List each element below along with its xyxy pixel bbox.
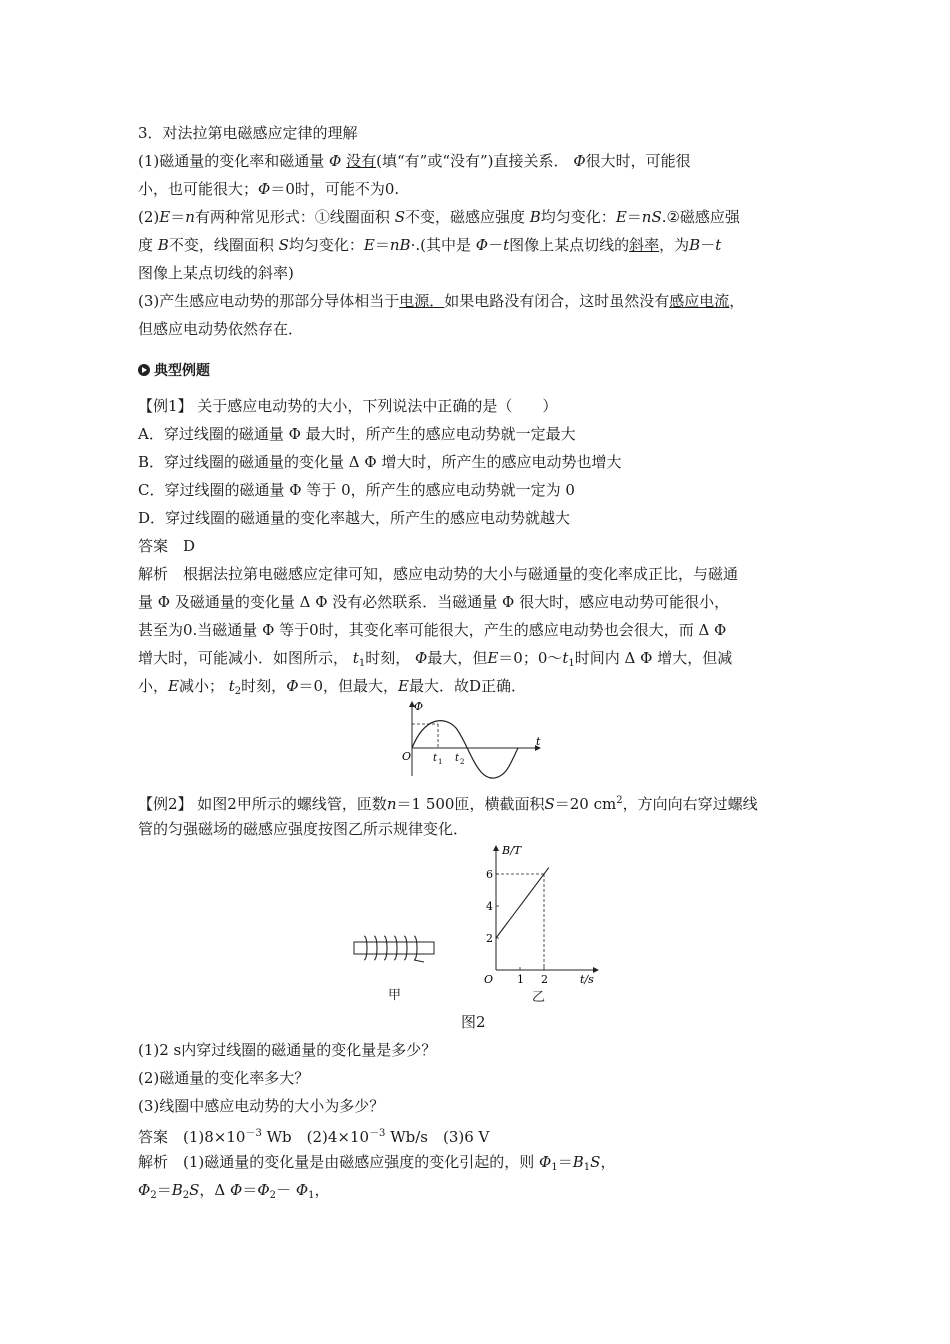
ex1-option-a: A．穿过线圈的磁通量 Φ 最大时，所产生的感应电动势就一定最大 bbox=[138, 425, 576, 443]
section-heading: 典型例题 bbox=[138, 360, 210, 380]
ex1-analysis-1: 解析 根据法拉第电磁感应定律可知，感应电动势的大小与磁通量的变化率成正比，与磁通 bbox=[138, 565, 739, 583]
b-t-line bbox=[496, 868, 549, 938]
blank-answer-1: 没有 bbox=[346, 152, 377, 170]
figure-caption: 图2 bbox=[461, 1013, 486, 1031]
t1-tick-sub: 1 bbox=[438, 758, 443, 766]
b-axis-label: B/T bbox=[502, 844, 522, 857]
ex1-option-c: C．穿过线圈的磁通量 Φ 等于 0，所产生的感应电动势就一定为 0 bbox=[138, 481, 575, 499]
t2-tick-label: t bbox=[455, 753, 460, 764]
s3-line-2: 小，也可能很大；Φ＝0时，可能不为0. bbox=[138, 180, 400, 198]
s3-line-1: (1)磁通量的变化率和磁通量 Φ 没有(填“有”或“没有”)直接关系． Φ很大时，可能很 bbox=[138, 152, 691, 170]
t-axis-label-2: t/s bbox=[580, 973, 594, 986]
ex1-stem: 【例1】 关于感应电动势的大小，下列说法中正确的是（ ） bbox=[138, 397, 558, 415]
ex1-analysis-2: 量 Φ 及磁通量的变化量 Δ Φ 没有必然联系．当磁通量 Φ 很大时，感应电动势可能很小， bbox=[138, 593, 730, 611]
flux-curve bbox=[412, 721, 518, 779]
t1-tick-label: t bbox=[433, 753, 438, 764]
ex1-option-b: B．穿过线圈的磁通量的变化量 Δ Φ 增大时，所产生的感应电动势也增大 bbox=[138, 453, 622, 471]
ex2-question-3: (3)线圈中感应电动势的大小为多少？ bbox=[138, 1097, 385, 1115]
solenoid-coil bbox=[364, 936, 417, 960]
y-tick-label: 2 bbox=[486, 932, 493, 945]
flux-time-graph bbox=[400, 698, 550, 780]
blank-answer-3: 电源． bbox=[399, 292, 445, 310]
ex2-question-1: (1)2 s内穿过线圈的磁通量的变化量是多少？ bbox=[138, 1041, 437, 1059]
figure-label-yi: 乙 bbox=[532, 990, 546, 1005]
phi-label: Φ bbox=[414, 700, 424, 713]
ex2-stem-2: 管的匀强磁场的磁感应强度按图乙所示规律变化． bbox=[138, 820, 469, 838]
ex2-solution-1: 解析 (1)磁通量的变化量是由磁感应强度的变化引起的，则 $\Phi_1=B_1S$， bbox=[138, 1153, 616, 1173]
ex1-analysis-3: 甚至为0.当磁通量 Φ 等于0时，其变化率可能很大，产生的感应电动势也会很大，而 Δ Φ bbox=[138, 621, 727, 639]
section-3-title: 3．对法拉第电磁感应定律的理解 bbox=[138, 124, 358, 142]
ex1-option-d: D．穿过线圈的磁通量的变化率越大，所产生的感应电动势就越大 bbox=[138, 509, 571, 527]
s3-line-4: 度 B不变，线圈面积 S均匀变化：E＝nB·.(其中是 Φ－t图像上某点切线的斜率，为B－t bbox=[138, 236, 722, 254]
y-tick-label: 4 bbox=[486, 900, 493, 913]
solenoid-figure bbox=[350, 930, 440, 980]
coil-lead bbox=[414, 960, 424, 962]
ex2-stem-1: 【例2】 如图2甲所示的螺线管，匝数n＝1 500匝，横截面积S＝20 $cm^2$，方向向右穿过螺线 bbox=[138, 795, 758, 813]
play-circle-icon bbox=[138, 364, 150, 376]
b-t-graph bbox=[480, 840, 610, 990]
origin-label: O bbox=[402, 750, 412, 763]
figure-label-jia: 甲 bbox=[388, 988, 402, 1003]
ex2-solution-2: $\Phi_2=B_2S$，Δ $\Phi=\Phi_2- \Phi_1$， bbox=[138, 1181, 330, 1201]
ex1-analysis-4: 增大时，可能减小．如图所示， $t_1$时刻， Φ最大，但E＝0；$0\sim t_1$时间内 Δ Φ 增大，但减 bbox=[138, 649, 733, 669]
t2-tick-sub: 2 bbox=[460, 758, 465, 766]
origin-label-2: O bbox=[484, 973, 494, 986]
ex1-analysis-5: 小，E减小； $t_2$时刻，Φ＝0，但最大，E最大．故D正确． bbox=[138, 677, 527, 697]
x-tick-label: 1 bbox=[517, 973, 524, 986]
x-tick-label: 2 bbox=[541, 973, 548, 986]
ex2-question-2: (2)磁通量的变化率多大？ bbox=[138, 1069, 310, 1087]
s3-line-5: 图像上某点切线的斜率) bbox=[138, 264, 294, 282]
s3-line-3: (2)E＝n有两种常见形式：①线圈面积 S不变，磁感应强度 B均匀变化：E＝nS.②磁感应强 bbox=[138, 208, 740, 226]
s3-line-6: (3)产生感应电动势的那部分导体相当于电源．如果电路没有闭合，这时虽然没有感应电流， bbox=[138, 292, 745, 310]
solenoid-core bbox=[354, 942, 434, 954]
y-tick-label: 6 bbox=[486, 868, 493, 881]
t-axis-label: t bbox=[536, 735, 541, 748]
ex1-answer: 答案 D bbox=[138, 537, 196, 555]
blank-answer-4: 感应电流 bbox=[669, 292, 730, 310]
blank-answer-2: 斜率 bbox=[629, 236, 660, 254]
s3-line-7: 但感应电动势依然存在． bbox=[138, 320, 304, 338]
ex2-answer: 答案 $(1)8\times 10^{-3}$ Wb $(2)4\times 10^{-3}$ Wb/s (3)6 V bbox=[138, 1128, 490, 1146]
